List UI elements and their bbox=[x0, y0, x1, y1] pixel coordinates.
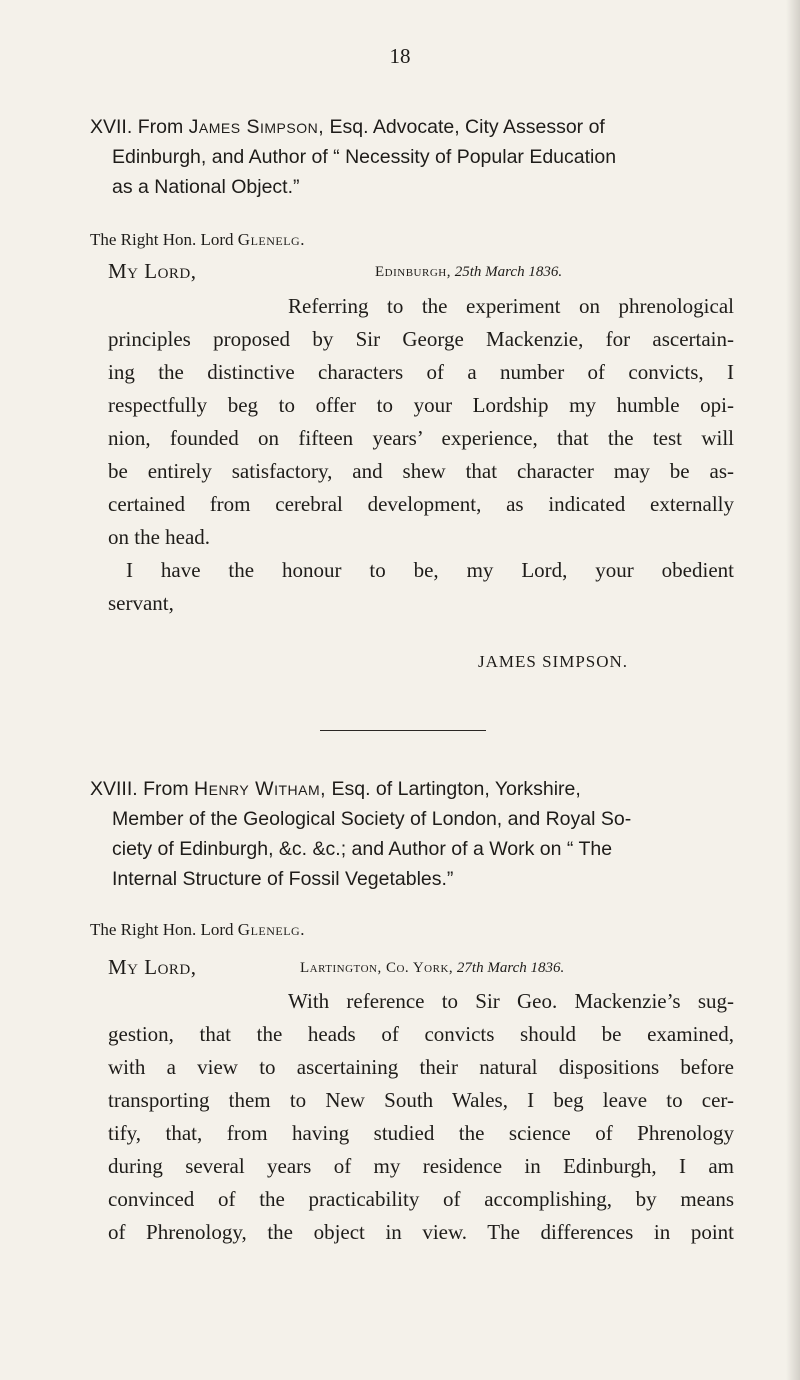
letter-17-body-line: respectfully beg to offer to your Lordship my humble opi- bbox=[108, 393, 734, 417]
letter-18-dateline bbox=[300, 960, 564, 977]
letter-17-from: From bbox=[137, 116, 184, 138]
letter-18-body-line: transporting them to New South Wales, I beg leave to cer- bbox=[108, 1088, 734, 1112]
letter-18-addressee bbox=[90, 920, 305, 940]
letter-17-body-line: principles proposed by Sir George Mackenzie, for ascertain- bbox=[108, 327, 734, 351]
letter-17-signature: JAMES SIMPSON. bbox=[478, 652, 629, 671]
letter-17-heading-line2: Edinburgh, and Author of “ Necessity of Popular Education bbox=[112, 146, 617, 168]
letter-17-body-line: ing the distinctive characters of a number of convicts, I bbox=[108, 360, 734, 384]
letter-18-heading-rest: Esq. of Lartington, Yorkshire, bbox=[331, 778, 581, 800]
letter-18-heading-line4: Internal Structure of Fossil Vegetables.” bbox=[112, 868, 454, 890]
letter-18-body-line: of Phrenology, the object in view. The differences in point bbox=[108, 1220, 734, 1244]
letter-17-body bbox=[108, 290, 734, 620]
letter-17-closing-servant: servant, bbox=[108, 591, 174, 615]
page-number: 18 bbox=[389, 44, 411, 68]
letter-18-heading-line2: Member of the Geological Society of London, and Royal So- bbox=[112, 808, 632, 830]
letter-18-body-line: convinced of the practicability of accomplishing, by means bbox=[108, 1187, 734, 1211]
letter-17-dateline bbox=[375, 264, 562, 281]
letter-17-salutation: My Lord, bbox=[108, 259, 197, 283]
letter-17-heading-line3: as a National Object.” bbox=[112, 176, 300, 198]
letter-18-place: Lartington, Co. York, bbox=[300, 960, 454, 976]
letter-18-body-line: with a view to ascertaining their natural dispositions before bbox=[108, 1055, 734, 1079]
letter-17-body-line: nion, founded on fifteen years’ experience, that the test will bbox=[108, 426, 734, 450]
letter-17-place: Edinburgh, bbox=[375, 264, 451, 280]
letter-17-addressee-name: Glenelg. bbox=[237, 230, 305, 249]
letter-17-addressee-prefix: The Right Hon. Lord bbox=[90, 230, 234, 249]
letter-18-author-name: Henry Witham, bbox=[194, 778, 327, 800]
letter-18-addressee-prefix: The Right Hon. Lord bbox=[90, 920, 234, 939]
letter-17-numeral: XVII. bbox=[90, 116, 133, 138]
letter-17-body-line: Referring to the experiment on phrenological bbox=[288, 294, 734, 318]
letter-17-author-name: James Simpson, bbox=[188, 116, 325, 138]
letter-18-date: 27th March 1836. bbox=[456, 960, 565, 976]
letter-18-body-line: tify, that, from having studied the science of Phrenology bbox=[108, 1121, 734, 1145]
letter-18-from: From bbox=[143, 778, 189, 800]
letter-17-addressee bbox=[90, 230, 305, 250]
letter-17-body-line: on the head. bbox=[108, 525, 211, 549]
letter-18-heading bbox=[90, 774, 772, 894]
letter-17-heading bbox=[90, 112, 772, 202]
letter-18-addressee-name: Glenelg. bbox=[237, 920, 305, 939]
letter-17-heading-rest: Esq. Advocate, City Assessor of bbox=[329, 116, 605, 138]
letter-18-body-line: With reference to Sir Geo. Mackenzie’s sug- bbox=[288, 989, 734, 1013]
section-divider bbox=[320, 730, 486, 731]
letter-18-body-line: during several years of my residence in Edinburgh, I am bbox=[108, 1154, 734, 1178]
letter-18-numeral: XVIII. bbox=[90, 778, 138, 800]
letter-18-body bbox=[108, 985, 734, 1249]
page-edge-shadow bbox=[786, 0, 800, 1380]
letter-18-salutation: My Lord, bbox=[108, 955, 197, 979]
letter-18-body-line: gestion, that the heads of convicts should be examined, bbox=[108, 1022, 734, 1046]
letter-17-body-line: certained from cerebral development, as indicated externally bbox=[108, 492, 734, 516]
letter-17-closing-line: I have the honour to be, my Lord, your obedient bbox=[126, 558, 734, 582]
letter-18-heading-line3: ciety of Edinburgh, &c. &c.; and Author of a Work on “ The bbox=[112, 838, 613, 860]
letter-17-date: 25th March 1836. bbox=[454, 264, 563, 280]
letter-17-body-line: be entirely satisfactory, and shew that character may be as- bbox=[108, 459, 734, 483]
